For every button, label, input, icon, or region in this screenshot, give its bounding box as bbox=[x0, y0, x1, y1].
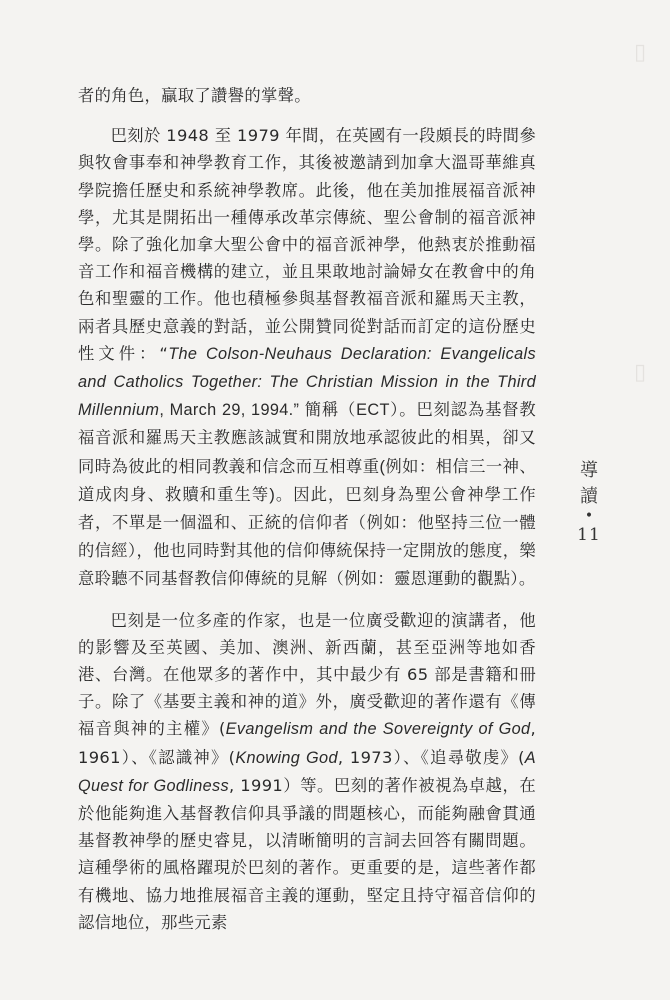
paragraph-2 bbox=[78, 122, 536, 593]
separator-dot: • bbox=[584, 508, 594, 524]
paragraph-3-text-d: , 1991）等。巴刻的著作被視為卓越，在於他能夠進入基督教信仰具爭議的問題核心，而能夠融會貫通基督教神學的歷史睿見，以清晰簡明的言詞去回答有關問題。這種學術的風格躍現於巴刻的著作。更重要的是，這些著作都有機地、協力地推展福音主義的運動，堅定且持守福音信仰的認信地位，那些元素 bbox=[78, 775, 536, 932]
section-char-1: 導 bbox=[580, 460, 598, 481]
paragraph-1-text: 者的角色，贏取了讚譽的掌聲。 bbox=[78, 86, 311, 105]
book-title-evangelism: Evangelism and the Sovereignty of God bbox=[225, 720, 531, 739]
paragraph-3-text-a: 巴刻是一位多產的作家，也是一位廣受歡迎的演講者，他的影響及至英國、美加、澳洲、新西蘭，甚至亞洲等地如香港、台灣。在他眾多的著作中，其中最少有 65 部是書籍和冊子。除了《基要主義和神的道》外，廣受歡迎的著作還有《傳福音與神的主權》( bbox=[78, 610, 536, 739]
book-title-knowing-god: Knowing God bbox=[235, 748, 338, 767]
section-marker bbox=[575, 458, 603, 546]
paragraph-2-text-a: 巴刻於 1948 至 1979 年間，在英國有一段頗長的時間參與牧會事奉和神學教育工作，其後被邀請到加拿大溫哥華維真學院擔任歷史和系統神學教席。此後，他在美加推展福音派神學，尤其是開拓出一種傳承改革宗傳統、聖公會制的福音派神學。除了強化加拿大聖公會中的福音派神學，他熱衷於推動福音工作和福音機構的建立，並且果敢地討論婦女在教會中的角色和聖靈的工作。他也積極參與基督教福音派和羅馬天主教，兩者具歷史意義的對話，並公開贊同從對話而訂定的這份歷史性文件：“ bbox=[78, 126, 536, 363]
paragraph-1 bbox=[78, 82, 536, 109]
body-text bbox=[78, 82, 536, 936]
bleed-through-mark: ▯ bbox=[633, 40, 647, 65]
paragraph-3-text-b: , 1961）、《認識神》( bbox=[78, 719, 536, 767]
paragraph-3 bbox=[78, 607, 536, 936]
book-title-quest: A Quest for Godliness bbox=[78, 748, 536, 795]
paragraph-3-text-c: , 1973）、《追尋敬虔》( bbox=[337, 747, 525, 767]
page-number: 11 bbox=[577, 525, 601, 545]
paragraph-2-text-b: , March 29, 1994.” 簡稱（ECT）。巴刻認為基督教福音派和羅馬天主教應該誠實和開放地承認彼此的相異，卻又同時為彼此的相同教義和信念而互相尊重(例如：相信三一神、道成肉身、救贖和重生等)。因此，巴刻身為聖公會神學工作者，不單是一個溫和、正統的信仰者（例如：他堅持三位一體的信經），他也同時對其他的信仰傳統保持一定開放的態度，樂意聆聽不同基督教信仰傳統的見解（例如：靈恩運動的觀點）。 bbox=[78, 401, 536, 589]
section-char-2: 讀 bbox=[580, 486, 598, 507]
bleed-through-mark: ▯ bbox=[633, 360, 647, 385]
document-title: The Colson-Neuhaus Declaration: Evangelicals and Catholics Together: The Christian Mission in the Third Millennium bbox=[78, 344, 536, 420]
